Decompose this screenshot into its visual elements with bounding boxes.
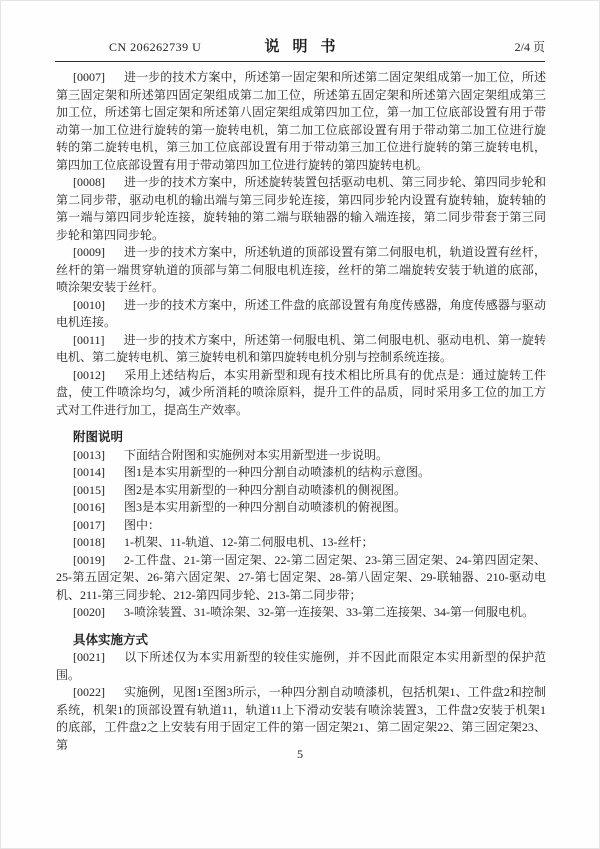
document-number: CN 206262739 U (109, 40, 202, 54)
page-header (55, 35, 545, 56)
paragraph-number: [0009] (73, 245, 105, 259)
paragraph (56, 552, 546, 605)
document-title: 说明书 (264, 39, 349, 55)
paragraph (56, 517, 546, 535)
paragraph-number: [0022] (73, 685, 105, 699)
document-body (56, 69, 546, 754)
paragraph-number: [0011] (73, 332, 105, 347)
section-heading: 附图说明 (73, 430, 124, 444)
section-heading: 具体实施方式 (73, 632, 149, 647)
paragraph-text: 进一步的技术方案中，所述第一固定架和所述第二固定架组成第一加工位，所述第三固定架和所述第四固定架组成第二加工位，所述第五固定架和所述第六固定架组成第三加工位，所述第七固定架和所述第八固定架组成第四加工位，第一加工位底部设置有用于带动第一加工位进行旋转的第一旋转电机，第二加工位底部设置有用于带动第二加工位进行旋转的第二旋转电机，第三加工位底部设置有用于带动第三加工位进行旋转的第三旋转电机，第四加工位底部设置有用于带动第四加工位进行旋转的第四旋转电机。 (56, 70, 546, 172)
paragraph-text: 下面结合附图和实施例对本实用新型进一步说明。 (124, 447, 389, 462)
paragraph (56, 464, 546, 482)
paragraph-number: [0020] (73, 605, 105, 619)
paragraph (56, 684, 546, 754)
paragraph (56, 244, 546, 297)
paragraph-text: 2-工件盘、21-第一固定架、22-第二固定架、23-第三固定架、24-第四固定架、25-第五固定架、26-第六固定架、27-第七固定架、28-第八固定架、29-联轴器、210-驱动电机、211-第三同步轮、212-第四同步轮、213-第二同步带； (56, 552, 546, 602)
paragraph (56, 332, 546, 367)
paragraph (56, 482, 546, 500)
paragraph-number: [0014] (73, 465, 105, 479)
paragraph-text: 实施例，见图1至图3所示，一种四分割自动喷漆机，包括机架1、工件盘2和控制系统，机架1的顶部设置有轨道11，轨道11上下滑动安装有喷涂装置3，工件盘2安装于机架1的底部，工件盘2之上安装有用于固定工件的第一固定架21、第二固定架22、第三固定架23、第 (56, 685, 546, 752)
page-footer (1, 747, 599, 762)
paragraph-text: 采用上述结构后，本实用新型和现有技术相比所具有的优点是：通过旋转工件盘，使工件喷涂均匀，减少所消耗的喷涂原料，提升工件的品质，同时采用多工位的加工方式对工件进行加工，提高生产效率。 (56, 367, 546, 417)
paragraph-text: 图1是本实用新型的一种四分割自动喷漆机的结构示意图。 (124, 465, 431, 479)
paragraph-text: 以下所述仅为本实用新型的较佳实施例，并不因此而限定本实用新型的保护范围。 (56, 650, 546, 682)
paragraph-number: [0019] (73, 552, 105, 567)
paragraph (56, 499, 546, 517)
header-rule (55, 61, 545, 62)
paragraph-number: [0013] (73, 447, 105, 462)
paragraph (56, 534, 546, 552)
paragraph-number: [0015] (73, 482, 105, 497)
page-number: 5 (297, 747, 303, 761)
paragraph-text: 图中： (124, 517, 161, 532)
paragraph (56, 604, 546, 622)
paragraph-number: [0010] (73, 297, 105, 312)
paragraph-number: [0012] (73, 367, 105, 382)
paragraph-number: [0017] (73, 517, 105, 532)
paragraph (56, 447, 546, 465)
paragraph-text: 1-机架、11-轨道、12-第二伺服电机、13-丝杆； (124, 535, 374, 549)
paragraph (56, 367, 546, 420)
paragraph-text: 3-喷涂装置、31-喷涂架、32-第一连接架、33-第二连接架、34-第一伺服电机。 (124, 605, 534, 619)
paragraph-text: 进一步的技术方案中，所述轨道的顶部设置有第二伺服电机，轨道设置有丝杆，丝杆的第一端贯穿轨道的顶部与第二伺服电机连接，丝杆的第二端旋转安装于轨道的底部，喷涂架安装于丝杆。 (56, 245, 546, 294)
paragraph-number: [0016] (73, 500, 105, 514)
page-indicator: 2/4 页 (514, 40, 545, 54)
paragraph-text: 进一步的技术方案中，所述工件盘的底部设置有角度传感器，角度传感器与驱动电机连接。 (56, 297, 546, 329)
paragraph-number: [0018] (73, 535, 105, 549)
paragraph-text: 图2是本实用新型的一种四分割自动喷漆机的侧视图。 (124, 482, 407, 497)
paragraph (56, 297, 546, 332)
paragraph-number: [0008] (73, 175, 105, 189)
paragraph (56, 649, 546, 684)
paragraph-text: 图3是本实用新型的一种四分割自动喷漆机的俯视图。 (124, 500, 407, 514)
paragraph-number: [0007] (73, 70, 105, 84)
paragraph (56, 174, 546, 244)
paragraph-number: [0021] (73, 650, 105, 664)
paragraph-text: 进一步的技术方案中，所述第一伺服电机、第二伺服电机、驱动电机、第一旋转电机、第二旋转电机、第三旋转电机和第四旋转电机分别与控制系统连接。 (56, 332, 546, 364)
paragraph-text: 进一步的技术方案中，所述旋转装置包括驱动电机、第三同步轮、第四同步轮和第二同步带，驱动电机的输出端与第三同步轮连接，第四同步轮内设置有旋转轴，旋转轴的第一端与第四同步轮连接，旋转轴的第二端与联轴器的输入端连接，第二同步带套于第三同步轮和第四同步轮。 (56, 175, 546, 242)
paragraph (56, 69, 546, 174)
